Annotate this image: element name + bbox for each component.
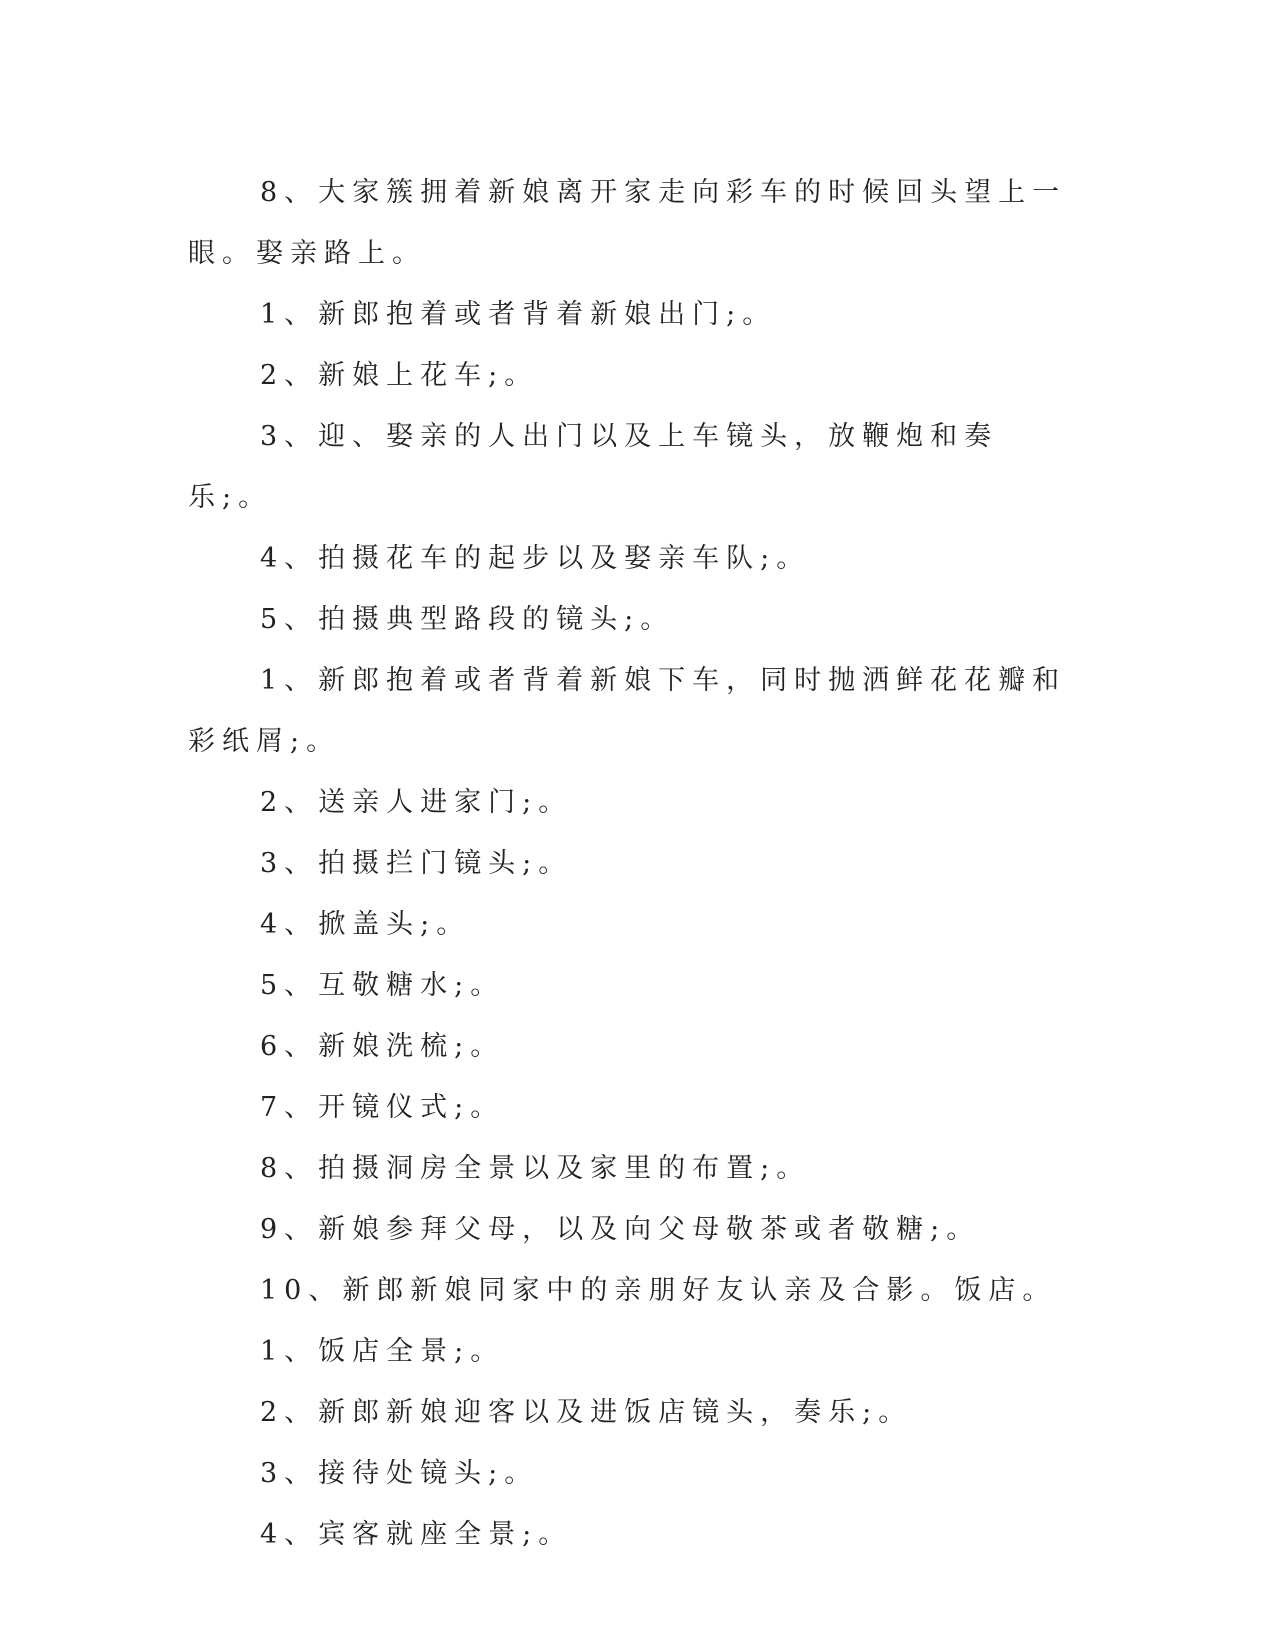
paragraph: 10、新郎新娘同家中的亲朋好友认亲及合影。饭店。: [260, 1275, 1057, 1306]
paragraph: 1、新郎抱着或者背着新娘下车，同时抛洒鲜花花瓣和彩纸屑;。: [188, 665, 1067, 757]
paragraph: 5、拍摄典型路段的镜头;。: [260, 604, 675, 635]
paragraph: 1、饭店全景;。: [260, 1336, 505, 1367]
paragraph: 6、新娘洗梳;。: [260, 1031, 505, 1062]
paragraph: 5、互敬糖水;。: [260, 970, 505, 1001]
document-body: [188, 162, 1068, 1565]
paragraph: 4、拍摄花车的起步以及娶亲车队;。: [260, 543, 811, 574]
paragraph: 7、开镜仪式;。: [260, 1092, 505, 1123]
paragraph: 1、新郎抱着或者背着新娘出门;。: [260, 299, 777, 330]
paragraph: 4、宾客就座全景;。: [260, 1519, 573, 1550]
paragraph: 2、新娘上花车;。: [260, 360, 539, 391]
paragraph: 2、新郎新娘迎客以及进饭店镜头，奏乐;。: [260, 1397, 913, 1428]
paragraph: 3、拍摄拦门镜头;。: [260, 848, 573, 879]
paragraph: 4、掀盖头;。: [260, 909, 471, 940]
paragraph: 8、拍摄洞房全景以及家里的布置;。: [260, 1153, 811, 1184]
paragraph: 2、送亲人进家门;。: [260, 787, 573, 818]
paragraph: 3、迎、娶亲的人出门以及上车镜头，放鞭炮和奏乐;。: [188, 421, 999, 513]
paragraph: 8、大家簇拥着新娘离开家走向彩车的时候回头望上一眼。娶亲路上。: [188, 177, 1067, 269]
paragraph: 3、接待处镜头;。: [260, 1458, 539, 1489]
paragraph: 9、新娘参拜父母，以及向父母敬茶或者敬糖;。: [260, 1214, 981, 1245]
